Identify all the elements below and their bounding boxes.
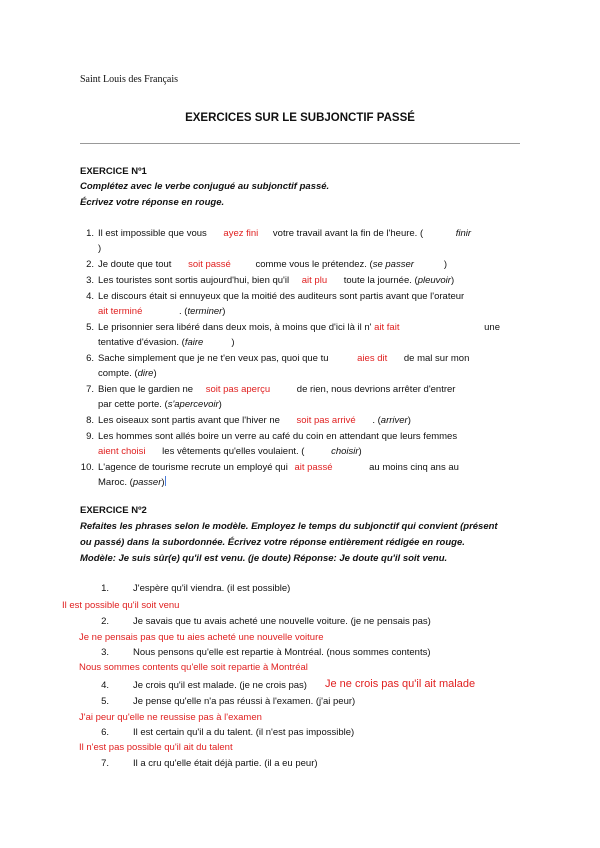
answer-text: J'ai peur qu'elle ne reussise pas à l'examen bbox=[79, 712, 262, 723]
answer-text: ayez fini bbox=[223, 228, 259, 239]
exercise2-title: EXERCICE Nº2 bbox=[80, 505, 147, 516]
answer-text: Je ne crois pas qu'il ait malade bbox=[325, 678, 476, 690]
exercise2-instruction: Refaites les phrases selon le modèle. Employez le temps du subjonctif qui convient (présent bbox=[80, 521, 498, 532]
answer-text: soit pas aperçu bbox=[205, 384, 271, 395]
answer-text: Nous sommes contents qu'elle soit repartie à Montréal bbox=[79, 662, 308, 673]
answer-text: Il est possible qu'il soit venu bbox=[62, 600, 180, 611]
page-title: EXERCICES SUR LE SUBJONCTIF PASSÉ bbox=[185, 112, 415, 124]
answer-text: soit pas arrivé bbox=[296, 415, 356, 426]
exercise2-instruction: ou passé) dans la subordonnée. Écrivez votre réponse entièrement rédigée en rouge. bbox=[80, 537, 465, 548]
answer-text: ait terminé bbox=[98, 306, 143, 317]
answer-text: aient choisi bbox=[98, 446, 146, 457]
exercise1-title: EXERCICE Nº1 bbox=[80, 166, 147, 177]
answer-text: aies dit bbox=[357, 353, 388, 364]
title-divider bbox=[80, 143, 520, 144]
text-cursor[interactable] bbox=[165, 476, 166, 486]
answer-text: ait plu bbox=[301, 275, 328, 286]
answer-text: ait passé bbox=[294, 462, 333, 473]
exercise2-model: Modèle: Je suis sûr(e) qu'il est venu. (je doute) Réponse: Je doute qu'il soit venu. bbox=[80, 553, 448, 564]
answer-text: Je ne pensais pas que tu aies acheté une nouvelle voiture bbox=[79, 632, 324, 643]
school-name: Saint Louis des Français bbox=[80, 74, 179, 85]
answer-text: ait fait bbox=[374, 322, 400, 333]
answer-text: Il n'est pas possible qu'il ait du talent bbox=[79, 742, 233, 753]
exercise1-instruction: Écrivez votre réponse en rouge. bbox=[80, 197, 225, 208]
answer-text: soit passé bbox=[188, 259, 231, 270]
exercise1-instruction: Complétez avec le verbe conjugué au subjonctif passé. bbox=[80, 181, 330, 192]
